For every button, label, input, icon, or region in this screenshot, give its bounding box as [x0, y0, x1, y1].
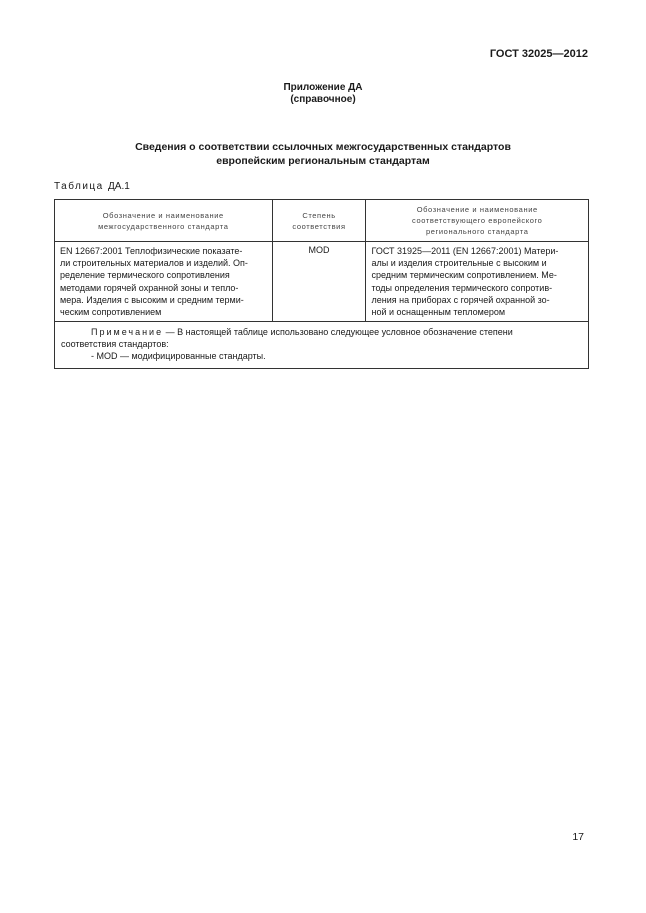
header-col3-line3: регионального стандарта: [426, 227, 529, 236]
table-note: [55, 322, 589, 369]
header-col3-line1: Обозначение и наименование: [416, 205, 538, 214]
table-note-row: [55, 322, 589, 369]
note-item: - MOD — модифицированные стандарты.: [91, 351, 266, 362]
section-title-line1: Сведения о соответствии ссылочных межгосударственных стандартов: [135, 141, 511, 153]
header-interstate-standard: [55, 200, 273, 242]
header-col3-line2: соответствующего европейского: [412, 216, 543, 225]
table-caption: [54, 181, 130, 192]
cell-line: ли строительных материалов и изделий. Оп-: [60, 258, 248, 269]
header-european-standard: [366, 200, 589, 242]
table-caption-label: Таблица: [54, 181, 104, 192]
cell-line: тоды определения термического сопротив-: [371, 282, 553, 293]
table-header-row: [55, 200, 589, 242]
cell-line: средним термическим сопротивлением. Ме-: [371, 270, 557, 281]
table-caption-number: ДА.1: [108, 181, 130, 192]
cell-line: ной и оснащенным тепломером: [371, 307, 506, 318]
table-row: [55, 242, 589, 322]
document-code: ГОСТ 32025—2012: [489, 48, 588, 60]
section-title-line2: европейским региональным стандартам: [216, 155, 430, 167]
cell-line: ределение термического сопротивления: [60, 270, 230, 281]
cell-line: методами горячей охранной зоны и тепло-: [60, 282, 239, 293]
cell-interstate-standard: [55, 242, 273, 322]
cell-line: мера. Изделия с высоким и средним терми-: [60, 294, 244, 305]
appendix-subtitle: (справочное): [290, 94, 356, 105]
note-label: Примечание: [91, 327, 164, 338]
cell-line: ГОСТ 31925—2011 (EN 12667:2001) Матери-: [371, 246, 559, 256]
header-degree: [272, 200, 366, 242]
cell-line: алы и изделия строительные с высоким и: [371, 258, 547, 269]
cell-line: EN 12667:2001 Теплофизические показате-: [60, 246, 243, 256]
note-line1: [61, 326, 582, 338]
cell-line: ческим сопротивлением: [60, 307, 162, 318]
page-number: 17: [572, 831, 584, 843]
header-col1-line1: Обозначение и наименование: [102, 210, 224, 220]
cell-degree: MOD: [272, 242, 366, 322]
note-text: — В настоящей таблице использовано следующее условное обозначение степени: [165, 327, 513, 338]
header-col2-line1: Степень: [302, 210, 336, 220]
header-col2-line2: соответствия: [292, 221, 346, 231]
header-col1-line2: межгосударственного стандарта: [98, 221, 229, 231]
cell-european-standard: [366, 242, 589, 322]
conformity-table: [54, 199, 589, 369]
appendix-title: Приложение ДА: [283, 82, 363, 93]
section-title: [0, 140, 646, 168]
cell-line: ления на приборах с горячей охранной зо-: [371, 294, 550, 305]
note-line2: соответствия стандартов:: [61, 339, 169, 350]
appendix-heading: [0, 82, 646, 106]
